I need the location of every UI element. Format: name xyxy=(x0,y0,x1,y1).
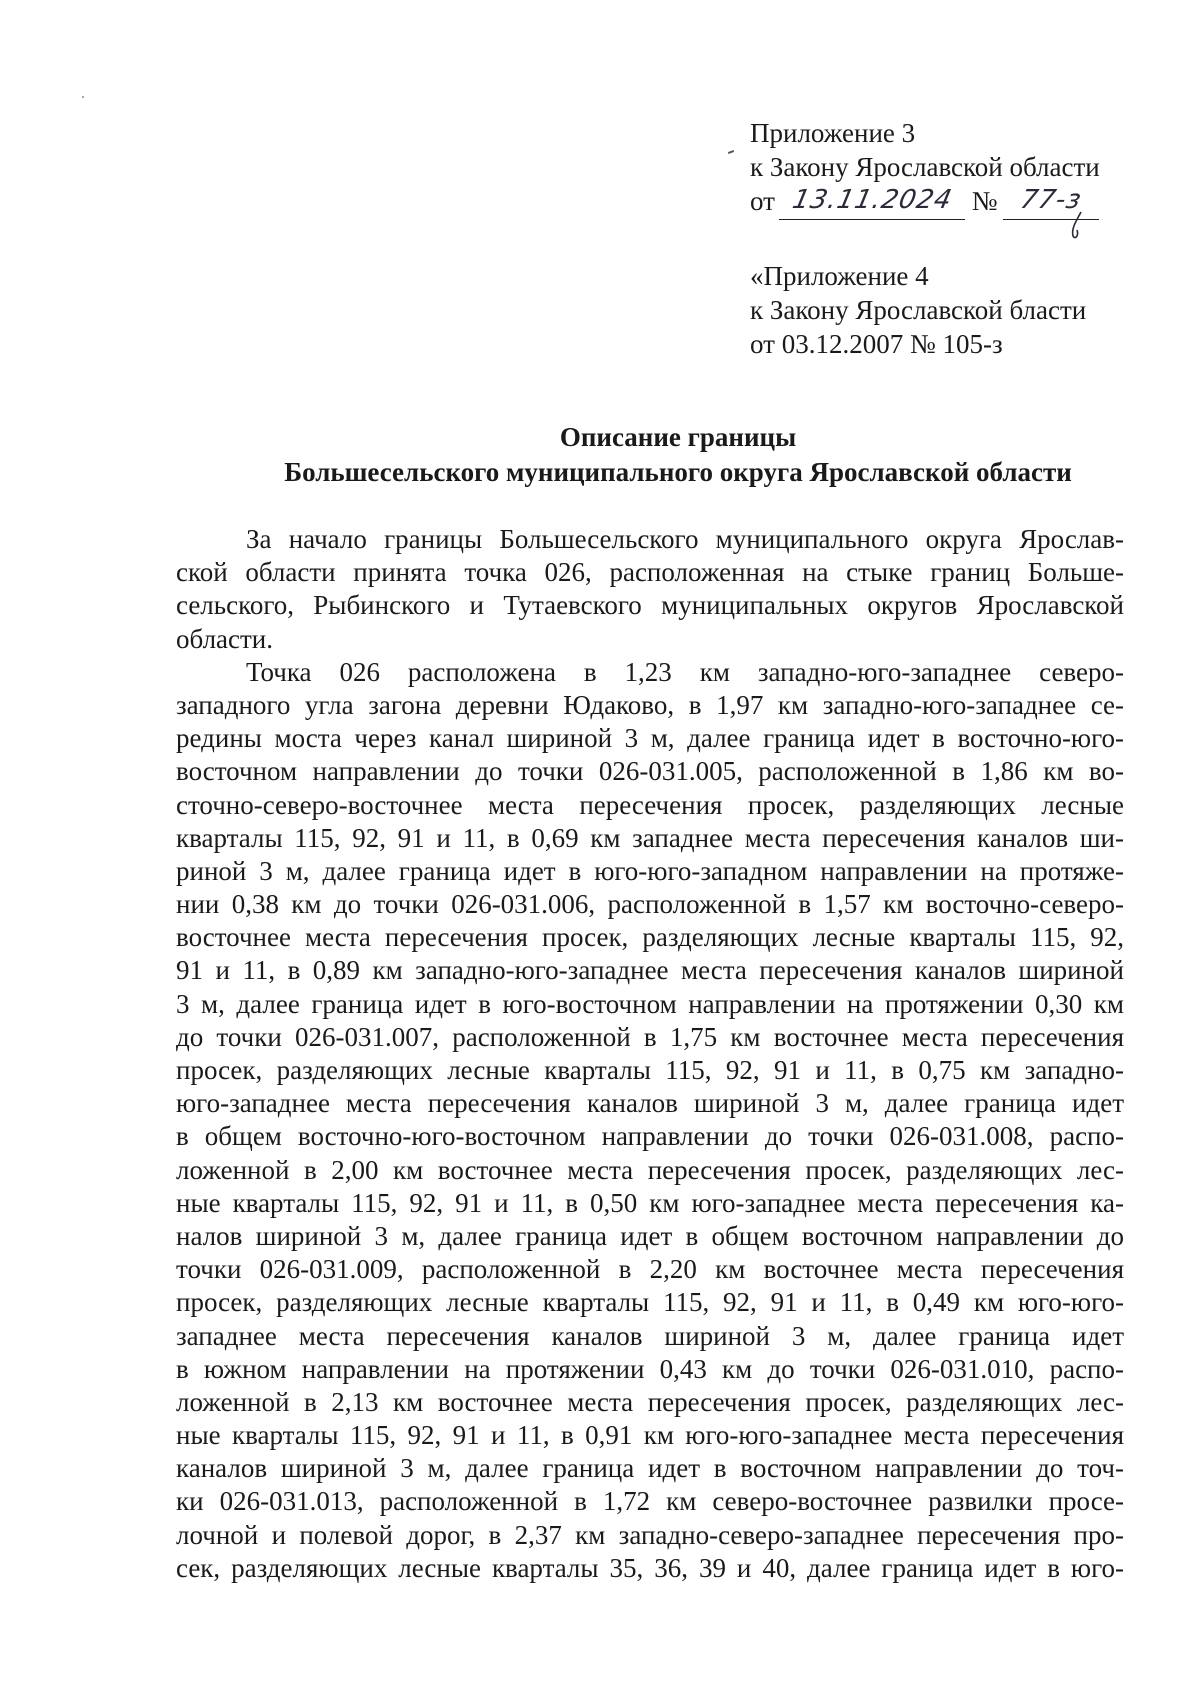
body-line xyxy=(176,1253,1124,1286)
body-line xyxy=(176,1552,1124,1585)
body-line-text: области. xyxy=(176,623,274,654)
body-line-text: 3 м, далее граница идет в юго-восточном направлении на протяжении 0,30 км xyxy=(176,988,1124,1019)
body-line xyxy=(176,855,1124,888)
body-line xyxy=(176,556,1124,589)
body-line xyxy=(176,1320,1124,1353)
prior-annex-title: «Приложение 4 xyxy=(750,261,929,291)
body-line xyxy=(176,755,1124,788)
body-line-text: лочной и полевой дорог, в 2,37 км западно-северо-западнее пересечения про- xyxy=(176,1519,1124,1550)
body-line xyxy=(176,1386,1124,1419)
body-line xyxy=(176,1353,1124,1386)
body-line xyxy=(176,954,1124,987)
number-prefix: № xyxy=(971,186,998,216)
body-line xyxy=(176,1187,1124,1220)
body-line xyxy=(176,1154,1124,1187)
prior-annex-header xyxy=(750,259,1086,361)
body-line xyxy=(176,1120,1124,1153)
body-line xyxy=(176,1286,1124,1319)
handwritten-number: 77-з xyxy=(1018,185,1085,215)
annex-header xyxy=(750,116,1100,218)
body-line-text: ской области принята точка 026, расположенная на стыке границ Больше- xyxy=(176,557,1124,588)
body-line-text: до точки 026-031.007, расположенной в 1,75 км восточнее места пересечения xyxy=(176,1021,1124,1052)
body-line-text: восточнее места пересечения просек, разделяющих лесные кварталы 115, 92, xyxy=(176,922,1124,953)
body-line xyxy=(176,656,1124,689)
document-title xyxy=(0,420,1200,490)
body-line-text: каналов шириной 3 м, далее граница идет в восточном направлении до точ- xyxy=(176,1453,1124,1484)
prior-annex-date: от 03.12.2007 № 105-з xyxy=(750,329,1003,359)
body-line-text: просек, разделяющих лесные кварталы 115, 92, 91 и 11, в 0,49 км юго-юго- xyxy=(176,1287,1124,1318)
date-prefix: от xyxy=(750,186,775,216)
body-line xyxy=(176,1021,1124,1054)
body-line-text: налов шириной 3 м, далее граница идет в общем восточном направлении до xyxy=(176,1220,1124,1251)
body-line xyxy=(176,789,1124,822)
body-line xyxy=(176,722,1124,755)
body-line-text: риной 3 м, далее граница идет в юго-юго-западном направлении на протяже- xyxy=(176,855,1124,886)
title-line-2: Большесельского муниципального округа Ярославской области xyxy=(284,457,1072,487)
body-line xyxy=(176,888,1124,921)
body-line xyxy=(176,589,1124,622)
body-line xyxy=(176,1087,1124,1120)
body-line-text: нии 0,38 км до точки 026-031.006, расположенной в 1,57 км восточно-северо- xyxy=(176,889,1124,920)
body-line xyxy=(176,523,1124,556)
body-line-text: западнее места пересечения каналов шириной 3 м, далее граница идет xyxy=(176,1320,1124,1351)
body-line-text: кварталы 115, 92, 91 и 11, в 0,69 км западнее места пересечения каналов ши- xyxy=(176,822,1124,853)
body-line xyxy=(176,1220,1124,1253)
body-line-text: 91 и 11, в 0,89 км западно-юго-западнее места пересечения каналов шириной xyxy=(176,955,1124,986)
body-line-text: западного угла загона деревни Юдаково, в 1,97 км западно-юго-западнее се- xyxy=(176,689,1124,720)
body-line-text: ки 026-031.013, расположенной в 1,72 км северо-восточнее развилки просе- xyxy=(176,1486,1124,1517)
body-line-text: За начало границы Большесельского муниципального округа Ярослав- xyxy=(246,524,1124,554)
date-field xyxy=(779,184,965,220)
body-line xyxy=(176,623,1124,656)
body-line-text: сельского, Рыбинского и Тутаевского муниципальных округов Ярославской xyxy=(176,590,1124,621)
handwritten-date: 13.11.2024 xyxy=(789,185,955,215)
body-line-text: Точка 026 расположена в 1,23 км западно-юго-западнее северо- xyxy=(246,656,1124,687)
body-line-text: юго-западнее места пересечения каналов шириной 3 м, далее граница идет xyxy=(176,1088,1124,1119)
body-line xyxy=(176,988,1124,1021)
annex-date-number-line xyxy=(750,184,1100,218)
body-line xyxy=(176,1519,1124,1552)
body-line xyxy=(176,1419,1124,1452)
scan-mark xyxy=(728,150,734,154)
prior-annex-law-reference: к Закону Ярославской бласти xyxy=(750,295,1087,325)
body-line-text: сек, разделяющих лесные кварталы 35, 36, 39 и 40, далее граница идет в юго- xyxy=(176,1552,1124,1583)
body-line-text: восточном направлении до точки 026-031.005, расположенной в 1,86 км во- xyxy=(176,756,1124,787)
body-text xyxy=(176,523,1124,1585)
body-line xyxy=(176,1054,1124,1087)
body-line-text: ложенной в 2,13 км восточнее места пересечения просек, разделяющих лес- xyxy=(176,1386,1124,1417)
body-line-text: ложенной в 2,00 км восточнее места пересечения просек, разделяющих лес- xyxy=(176,1154,1124,1185)
body-line-text: в общем восточно-юго-восточном направлении до точки 026-031.008, распо- xyxy=(176,1121,1124,1152)
number-field xyxy=(1003,184,1099,220)
annex-title: Приложение 3 xyxy=(750,118,916,148)
body-line-text: в южном направлении на протяжении 0,43 км до точки 026-031.010, распо- xyxy=(176,1353,1124,1384)
body-line xyxy=(176,921,1124,954)
body-line xyxy=(176,1452,1124,1485)
body-line xyxy=(176,822,1124,855)
body-line xyxy=(176,689,1124,722)
scan-speck xyxy=(82,96,84,98)
handwriting-stroke-icon xyxy=(1067,210,1085,240)
title-line-1: Описание границы xyxy=(559,422,797,452)
body-line-text: редины моста через канал шириной 3 м, далее граница идет в восточно-юго- xyxy=(176,723,1124,754)
body-line-text: ные кварталы 115, 92, 91 и 11, в 0,91 км юго-юго-западнее места пересечения xyxy=(176,1420,1124,1451)
annex-law-reference: к Закону Ярославской области xyxy=(750,152,1100,182)
body-line-text: точки 026-031.009, расположенной в 2,20 км восточнее места пересечения xyxy=(176,1254,1124,1285)
body-line-text: ные кварталы 115, 92, 91 и 11, в 0,50 км юго-западнее места пересечения ка- xyxy=(176,1187,1124,1218)
body-line-text: просек, разделяющих лесные кварталы 115, 92, 91 и 11, в 0,75 км западно- xyxy=(176,1055,1124,1085)
body-line-text: сточно-северо-восточнее места пересечения просек, разделяющих лесные xyxy=(176,789,1124,820)
body-line xyxy=(176,1485,1124,1518)
